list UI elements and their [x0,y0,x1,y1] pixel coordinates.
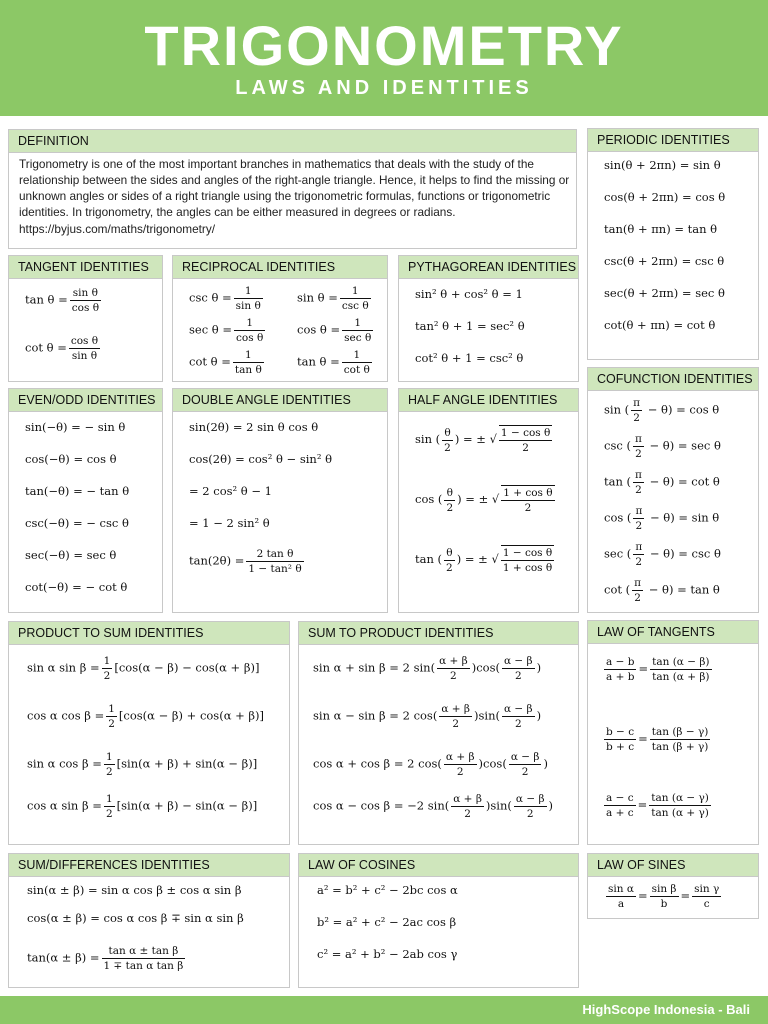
law-of-cosines-eq: c² = a² + b² − 2ab cos γ [317,947,458,961]
pythagorean-panel [398,255,579,382]
law-of-cosines-eq: b² = a² + c² − 2ac cos β [317,915,457,929]
periodic-eq: sin(θ + 2πn) = sin θ [604,158,721,172]
evenodd-eq: sec(−θ) = sec θ [25,548,117,562]
evenodd-eq: cot(−θ) = − cot θ [25,580,128,594]
double-angle-heading: DOUBLE ANGLE IDENTITIES [173,389,387,412]
periodic-eq: tan(θ + πn) = tan θ [604,222,718,236]
law-of-cosines-eq: a² = b² + c² − 2bc cos α [317,883,458,897]
sum-to-product-eq: sin α − sin β = 2 cos( $\frac{\alpha + \beta}{2}$ )sin( $\frac{\alpha - \beta}{2}$ ) [313,703,542,730]
cofunction-panel [587,367,759,613]
reciprocal-eq: sec θ = $\frac{1}{\text{cos θ}}$ [189,317,264,344]
cofunction-eq: sec ( $\frac{\pi}{2}$ − θ) = csc θ [604,541,721,568]
page-header [0,0,768,116]
product-to-sum-eq: sin α cos β = $\frac{1}{2}$ [sin(α + β) + sin(α − β)] [27,751,258,778]
sum-differences-eq: cos(α ± β) = cos α cos β ∓ sin α sin β [27,911,244,925]
page-subtitle: LAWS AND IDENTITIES [235,77,533,99]
law-of-cosines-panel [298,853,579,988]
cofunction-eq: cos ( $\frac{\pi}{2}$ − θ) = sin θ [604,505,720,532]
law-of-tangents-heading: LAW OF TANGENTS [588,621,758,644]
half-angle-heading: HALF ANGLE IDENTITIES [399,389,578,412]
reciprocal-eq: tan θ = $\frac{1}{\text{cot θ}}$ [297,349,370,376]
periodic-panel [587,128,759,360]
sum-differences-panel [8,853,290,988]
law-of-cosines-heading: LAW OF COSINES [299,854,578,877]
reciprocal-eq: csc θ = $\frac{1}{\text{sin θ}}$ [189,285,261,312]
cofunction-eq: tan ( $\frac{\pi}{2}$ − θ) = cot θ [604,469,720,496]
reciprocal-eq: sin θ = $\frac{1}{\text{csc θ}}$ [297,285,369,312]
periodic-heading: PERIODIC IDENTITIES [588,129,758,152]
evenodd-eq: sin(−θ) = − sin θ [25,420,126,434]
product-to-sum-eq: cos α sin β = $\frac{1}{2}$ [sin(α + β) − sin(α − β)] [27,793,258,820]
double-angle-eq: = 2 cos² θ − 1 [189,484,272,498]
cofunction-heading: COFUNCTION IDENTITIES [588,368,758,391]
periodic-eq: cot(θ + πn) = cot θ [604,318,716,332]
evenodd-eq: tan(−θ) = − tan θ [25,484,130,498]
product-to-sum-heading: PRODUCT TO SUM IDENTITIES [9,622,289,645]
sum-to-product-eq: sin α + sin β = 2 sin( $\frac{\alpha + \beta}{2}$ )cos( $\frac{\alpha - \beta}{2}$ ) [313,655,542,682]
law-of-tangents-eq: $\frac{a - c}{a + c}$ = $\frac{\tan (\alpha - \gamma)}{\tan (\alpha + \gamma)}$ [606,792,709,819]
reciprocal-eq: cos θ = $\frac{1}{\text{sec θ}}$ [297,317,372,344]
page-footer [0,996,768,1024]
sum-to-product-eq: cos α − cos β = −2 sin( $\frac{\alpha + \beta}{2}$ )sin( $\frac{\alpha - \beta}{2}$ ) [313,793,554,820]
pythagorean-heading: PYTHAGOREAN IDENTITIES [399,256,578,279]
evenodd-heading: EVEN/ODD IDENTITIES [9,389,162,412]
half-angle-panel [398,388,579,613]
footer-credit: HighScope Indonesia - Bali [582,1002,750,1017]
periodic-eq: csc(θ + 2πn) = csc θ [604,254,725,268]
definition-panel [8,129,577,249]
half-angle-eq: tan ( $\frac{\theta}{2}$ ) = ± √ $\frac{\text{1 − cos θ}}{\text{1 + cos θ}}$ [415,546,553,574]
reciprocal-heading: RECIPROCAL IDENTITIES [173,256,387,279]
evenodd-eq: csc(−θ) = − csc θ [25,516,129,530]
half-angle-eq: cos ( $\frac{\theta}{2}$ ) = ± √ $\frac{\text{1 + cos θ}}{2}$ [415,486,553,514]
law-of-tangents-eq: $\frac{a - b}{a + b}$ = $\frac{\tan (\alpha - \beta)}{\tan (\alpha + \beta)}$ [606,656,710,683]
periodic-eq: sec(θ + 2πn) = sec θ [604,286,725,300]
evenodd-eq: cos(−θ) = cos θ [25,452,117,466]
sum-differences-heading: SUM/DIFFERENCES IDENTITIES [9,854,289,877]
cofunction-eq: cot ( $\frac{\pi}{2}$ − θ) = tan θ [604,577,720,604]
definition-heading: DEFINITION [9,130,576,153]
double-angle-eq: = 1 − 2 sin² θ [189,516,270,530]
sum-to-product-eq: cos α + cos β = 2 cos( $\frac{\alpha + \beta}{2}$ )cos( $\frac{\alpha - \beta}{2}$ ) [313,751,548,778]
pythagorean-eq: sin² θ + cos² θ = 1 [415,287,523,301]
product-to-sum-panel [8,621,290,845]
evenodd-panel [8,388,163,613]
law-of-tangents-panel [587,620,759,845]
sum-differences-eq: tan(α ± β) = $\frac{\text{tan α ± tan β}}{\text{1 ∓ tan α tan β}}$ [27,945,184,972]
pythagorean-eq: cot² θ + 1 = csc² θ [415,351,524,365]
double-angle-eq: tan(2θ) = $\frac{\text{2 tan θ}}{\text{1 − tan² θ}}$ [189,548,302,575]
periodic-eq: cos(θ + 2πn) = cos θ [604,190,726,204]
law-of-tangents-eq: $\frac{b - c}{b + c}$ = $\frac{\tan (\beta - \gamma)}{\tan (\beta + \gamma)}$ [606,726,709,753]
tangent-eq: cot θ = $\frac{\text{cos θ}}{\text{sin θ}}$ [25,335,99,362]
double-angle-panel [172,388,388,613]
sum-to-product-heading: SUM TO PRODUCT IDENTITIES [299,622,578,645]
law-of-sines-heading: LAW OF SINES [588,854,758,877]
double-angle-eq: cos(2θ) = cos² θ − sin² θ [189,452,333,466]
reciprocal-panel [172,255,388,382]
definition-link[interactable]: https://byjus.com/maths/trigonometry/ [19,222,216,236]
pythagorean-eq: tan² θ + 1 = sec² θ [415,319,525,333]
definition-text: Trigonometry is one of the most important branches in mathematics that deals with the study of the relationship between the sides and angles of the right-angle triangle. Hence, it helps to find the missing or unknown angles or sides of a right triangle using the trigonometric formulas, functions or trigonometric identities. In trigonometry, the angles can be either measured in degrees or radians. [19,157,570,219]
law-of-sines-eq: $\frac{\text{sin α}}{a}$ = $\frac{\text{sin β}}{b}$ = $\frac{\text{sin γ}}{c}$ [608,883,720,910]
tangent-eq: tan θ = $\frac{\text{sin θ}}{\text{cos θ}}$ [25,287,100,314]
sum-differences-eq: sin(α ± β) = sin α cos β ± cos α sin β [27,883,242,897]
reciprocal-eq: cot θ = $\frac{1}{\text{tan θ}}$ [189,349,262,376]
double-angle-eq: sin(2θ) = 2 sin θ cos θ [189,420,319,434]
cofunction-eq: csc ( $\frac{\pi}{2}$ − θ) = sec θ [604,433,721,460]
cofunction-eq: sin ( $\frac{\pi}{2}$ − θ) = cos θ [604,397,720,424]
sum-to-product-panel [298,621,579,845]
law-of-sines-panel [587,853,759,919]
tangent-heading: TANGENT IDENTITIES [9,256,162,279]
page-title: TRIGONOMETRY [144,14,624,77]
half-angle-eq: sin ( $\frac{\theta}{2}$ ) = ± √ $\frac{\text{1 − cos θ}}{2}$ [415,426,551,454]
product-to-sum-eq: sin α sin β = $\frac{1}{2}$ [cos(α − β) − cos(α + β)] [27,655,260,682]
product-to-sum-eq: cos α cos β = $\frac{1}{2}$ [cos(α − β) + cos(α + β)] [27,703,265,730]
tangent-panel [8,255,163,382]
